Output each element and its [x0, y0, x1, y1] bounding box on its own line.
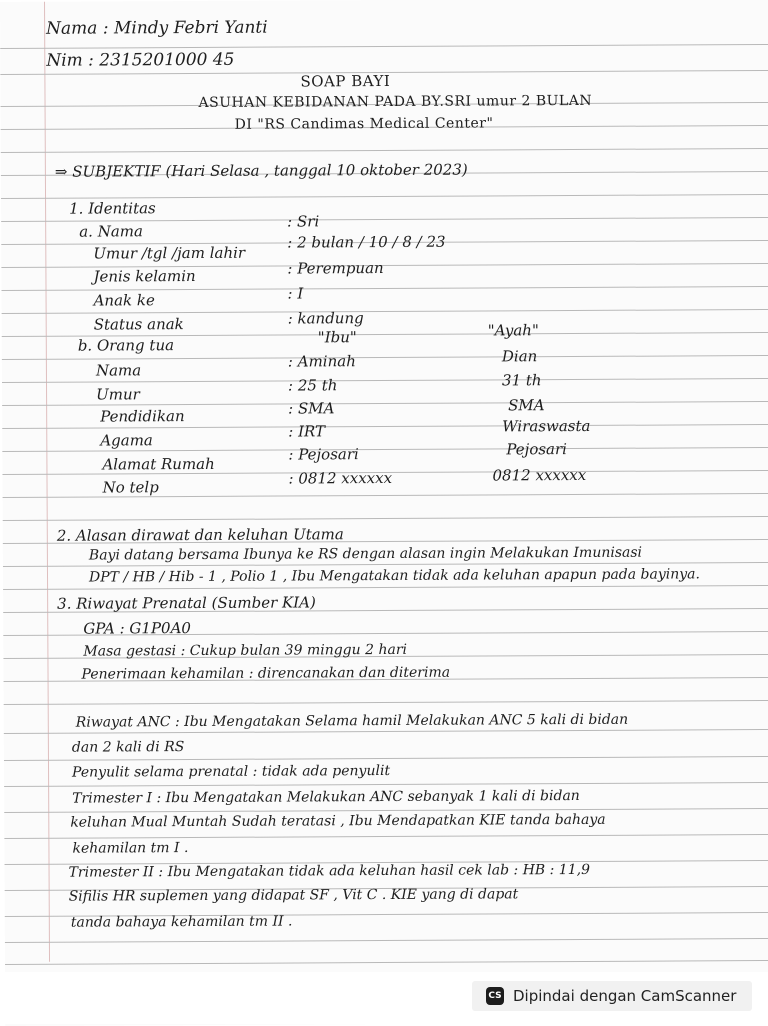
ruled-line [2, 309, 768, 314]
camscanner-watermark [472, 981, 752, 1011]
riwayat-prenatal-heading: 3. Riwayat Prenatal (Sumber KIA) [57, 593, 316, 613]
ruled-line [2, 355, 768, 360]
parent-row-label: Pendidikan [100, 407, 185, 426]
gestasi-line: Masa gestasi : Cukup bulan 39 minggu 2 hari [83, 641, 408, 660]
margin-line [44, 2, 50, 962]
section-subjektif-heading: ⇒ SUBJEKTIF (Hari Selasa , tanggal 10 oktober 2023) [54, 160, 468, 181]
gpa-line: GPA : G1P0A0 [83, 619, 192, 638]
field-value: : kandung [287, 309, 364, 328]
ruled-line [0, 44, 768, 49]
student-nim: Nim : 2315201000 45 [46, 49, 235, 71]
parent-ayah-value: 31 th [501, 371, 542, 390]
field-label: Anak ke [93, 291, 155, 310]
orang-tua-label: b. Orang tua [77, 336, 175, 355]
trimester-1-line: keluhan Mual Muntah Sudah teratasi , Ibu Mendapatkan KIE tanda bahaya [70, 811, 606, 831]
parent-row-label: Nama [95, 361, 142, 380]
field-value: : I [287, 284, 304, 303]
parent-ibu-value: : Aminah [287, 352, 356, 371]
anc-line: Riwayat ANC : Ibu Mengatakan Selama hamil Melakukan ANC 5 kali di bidan [75, 711, 629, 731]
ruled-line [5, 960, 768, 965]
trimester-2-line: Trimester II : Ibu Mengatakan tidak ada keluhan hasil cek lab : HB : 11,9 [68, 861, 591, 881]
field-label: Umur /tgl /jam lahir [93, 243, 246, 263]
ruled-line [3, 516, 768, 521]
trimester-2-line: tanda bahaya kehamilan tm II . [70, 913, 293, 931]
ruled-line [1, 217, 768, 222]
parent-row-label: Alamat Rumah [102, 454, 215, 474]
column-ibu: "Ibu" [317, 328, 357, 347]
parent-ibu-value: : SMA [288, 399, 335, 418]
ruled-line [4, 700, 768, 705]
ruled-line [4, 834, 768, 839]
ruled-line [2, 286, 768, 291]
ruled-line [5, 938, 768, 943]
field-label: a. Nama [79, 222, 143, 241]
field-value: : Sri [287, 212, 320, 231]
ruled-line [1, 148, 768, 153]
trimester-2-line: Sifilis HR suplemen yang didapat SF , Vit C . KIE yang di dapat [68, 886, 519, 905]
parent-ibu-value: : Pejosari [288, 445, 359, 464]
parent-row-label: Umur [96, 385, 140, 404]
identitas-heading: 1. Identitas [69, 199, 156, 218]
parent-ibu-value: : 25 th [287, 376, 338, 395]
field-label: Jenis kelamin [93, 266, 196, 286]
penerimaan-line: Penerimaan kehamilan : direncanakan dan diterima [81, 664, 451, 683]
camscanner-text: Dipindai dengan CamScanner [513, 987, 737, 1005]
penyulit-line: Penyulit selama prenatal : tidak ada penyulit [71, 762, 391, 781]
field-value: : Perempuan [287, 259, 384, 278]
parent-ayah-value: Pejosari [506, 440, 567, 459]
page-title: SOAP BAYI [300, 71, 391, 91]
anc-line: dan 2 kali di RS [71, 739, 185, 756]
ruled-line [4, 782, 768, 787]
parent-ayah-value: SMA [508, 396, 545, 415]
field-label: Status anak [93, 315, 184, 334]
ruled-line [1, 194, 768, 199]
parent-row-label: No telp [102, 478, 159, 497]
page-subtitle: ASUHAN KEBIDANAN PADA BY.SRI umur 2 BULAN [198, 92, 593, 111]
parent-ibu-value: : 0812 xxxxxx [288, 468, 393, 488]
page-location: DI "RS Candimas Medical Center" [234, 115, 494, 133]
parent-ayah-value: Wiraswasta [502, 416, 591, 436]
student-name: Nama : Mindy Febri Yanti [46, 17, 268, 39]
parent-row-label: Agama [100, 431, 153, 450]
alasan-heading: 2. Alasan dirawat dan keluhan Utama [56, 525, 344, 545]
camscanner-icon: CS [486, 987, 504, 1005]
trimester-1-line: kehamilan tm I . [72, 840, 189, 857]
parent-ayah-value: Dian [501, 347, 538, 366]
ruled-line [4, 756, 768, 761]
alasan-line: Bayi datang bersama Ibunya ke RS dengan alasan ingin Melakukan Imunisasi [88, 544, 643, 564]
trimester-1-line: Trimester I : Ibu Mengatakan Melakukan ANC sebanyak 1 kali di bidan [72, 787, 580, 807]
column-ayah: "Ayah" [487, 321, 539, 340]
parent-ibu-value: : IRT [288, 422, 326, 441]
alasan-line: DPT / HB / Hib - 1 , Polio 1 , Ibu Mengatakan tidak ada keluhan apapun pada bayinya. [88, 566, 700, 586]
parent-ayah-value: 0812 xxxxxx [492, 465, 587, 485]
field-value: : 2 bulan / 10 / 8 / 23 [287, 232, 446, 252]
